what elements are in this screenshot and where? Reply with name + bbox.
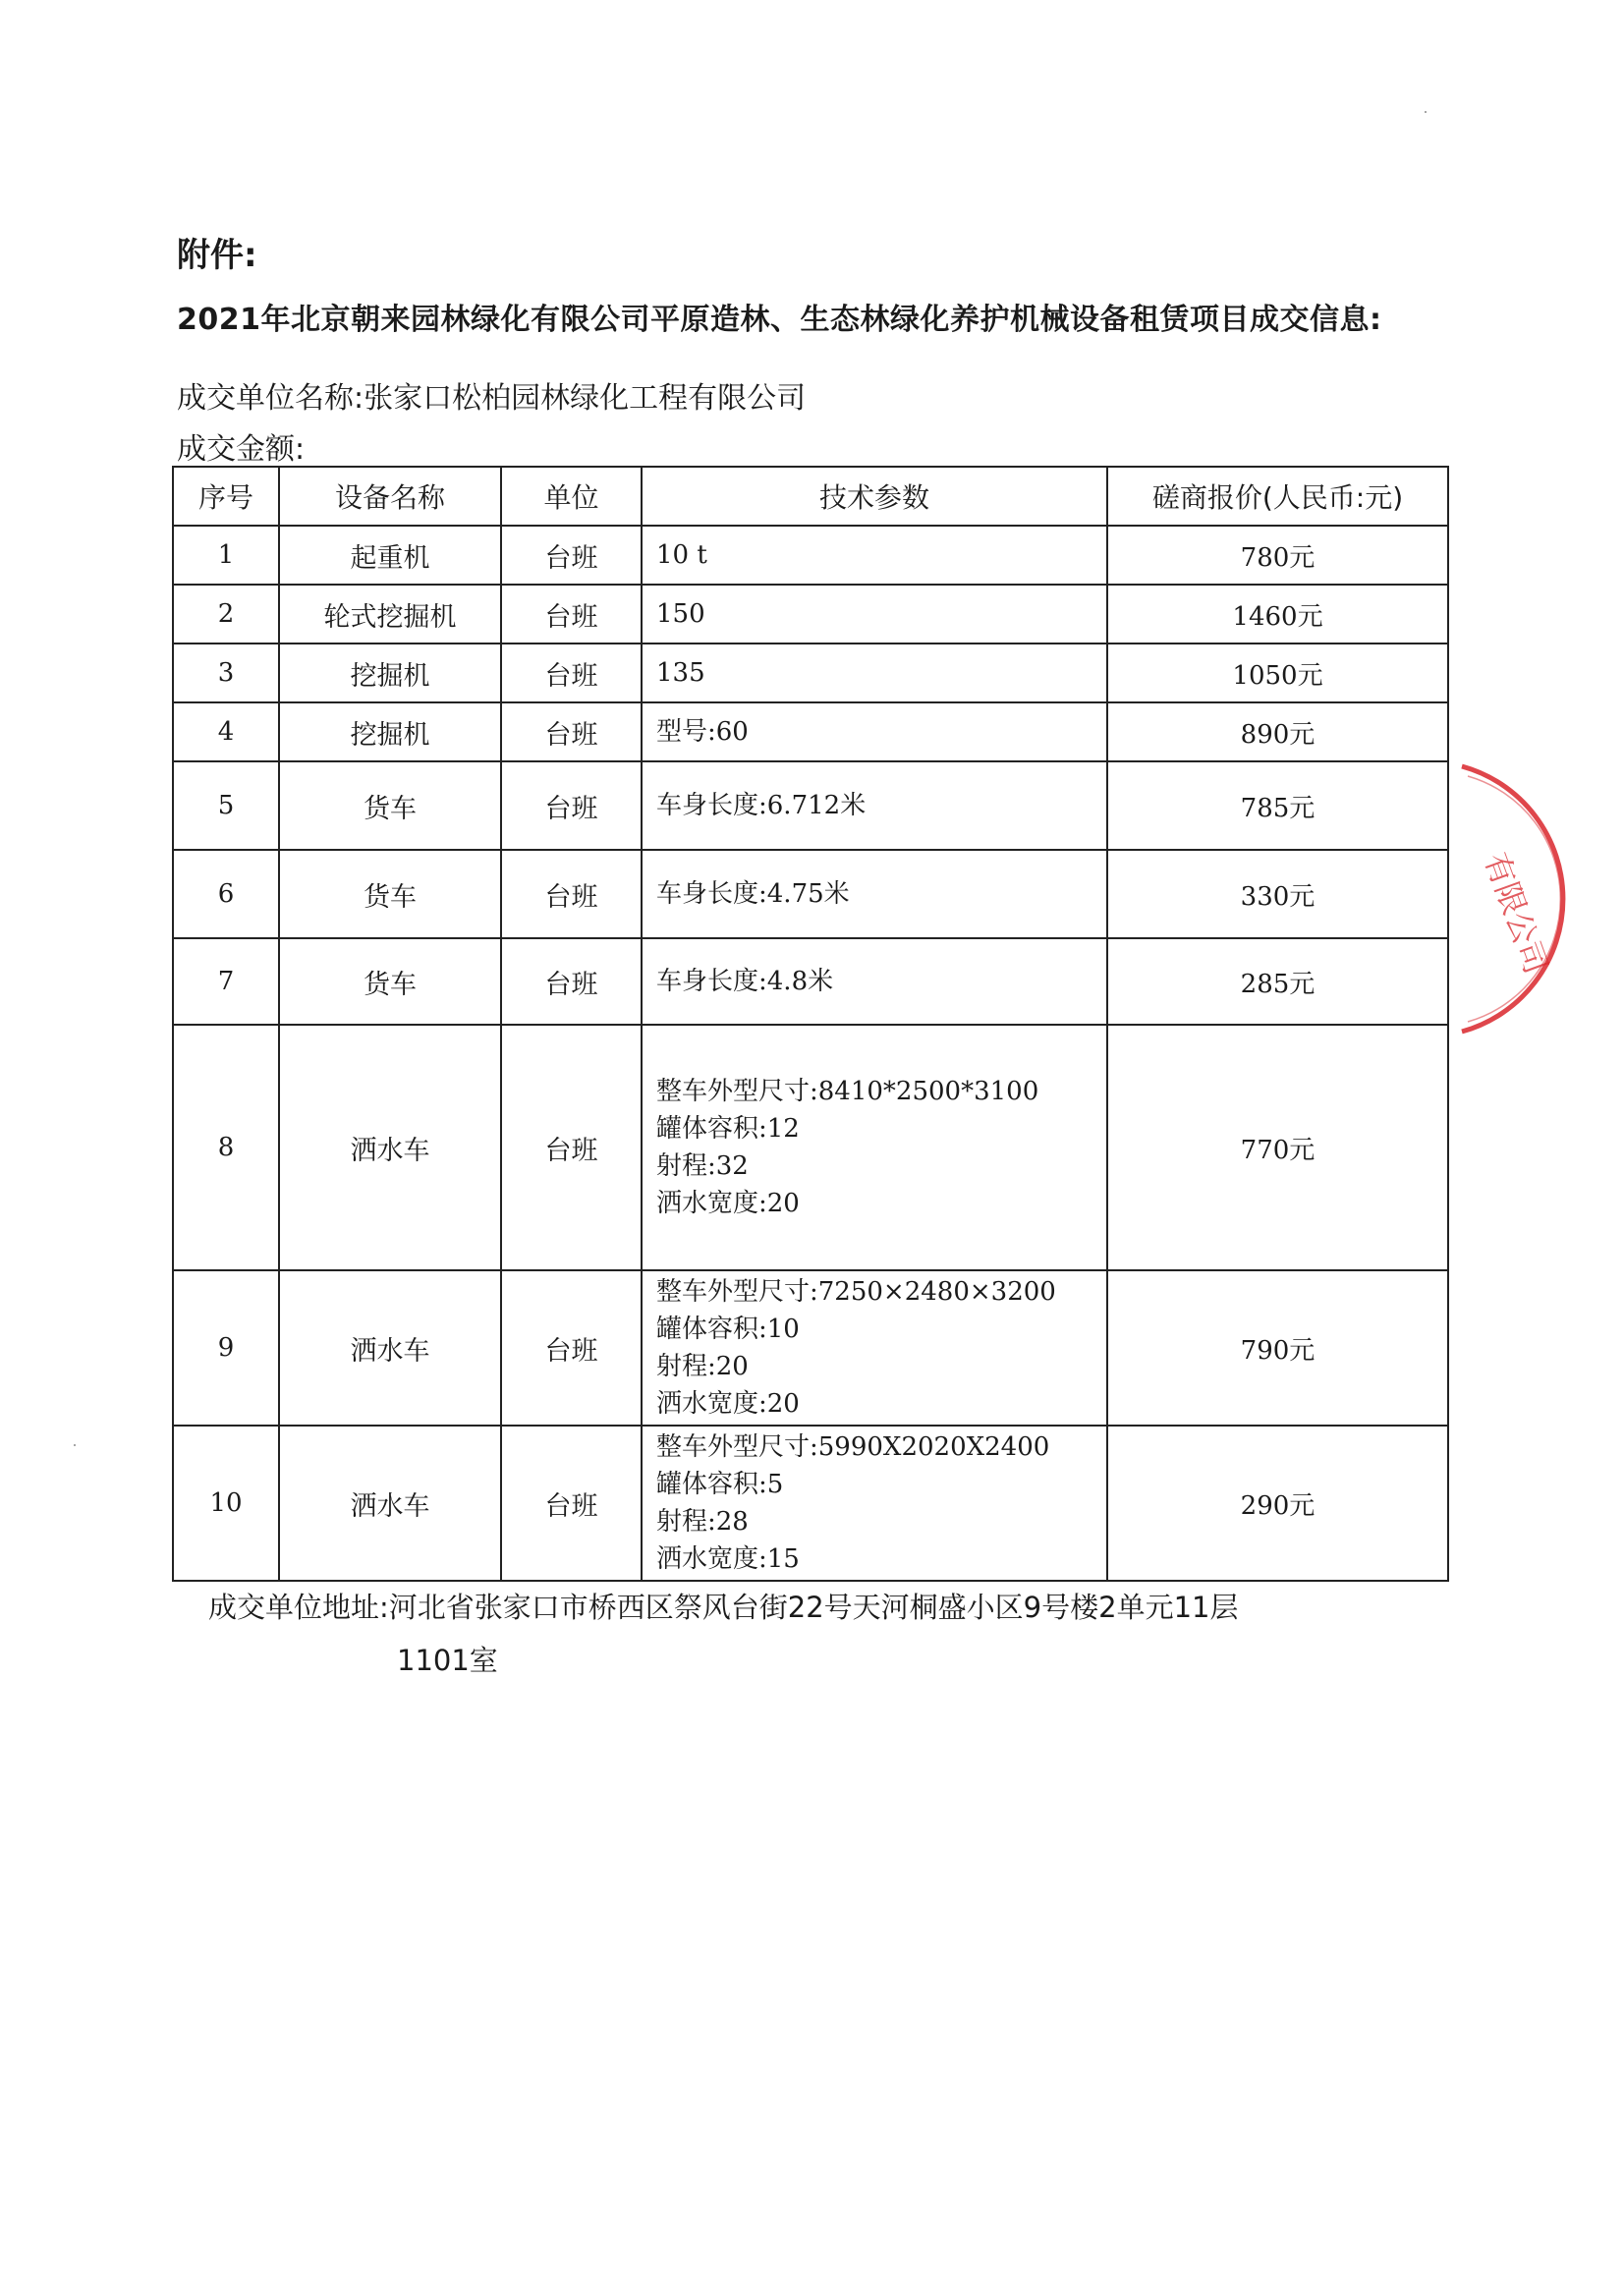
- table-row: [173, 644, 1448, 702]
- table-header-row: [173, 467, 1448, 526]
- row-equipment-name: 洒水车: [279, 1025, 501, 1270]
- attachment-label: 附件:: [177, 236, 257, 275]
- seal-text: 有限公司: [1477, 847, 1555, 980]
- row-equipment-name: 轮式挖掘机: [279, 585, 501, 644]
- company-seal-stamp: [1442, 756, 1599, 1041]
- spec-line: 罐体容积:10: [656, 1315, 800, 1344]
- row-technical-parameters: [642, 761, 1107, 850]
- scan-speck: [1425, 111, 1427, 113]
- row-price: 890元: [1107, 702, 1448, 761]
- spec-line: 洒水宽度:20: [656, 1389, 800, 1419]
- header-quoted-price: 磋商报价(人民币:元): [1107, 467, 1448, 526]
- table-row: [173, 585, 1448, 644]
- spec-line: 150: [656, 599, 705, 629]
- row-index: 3: [173, 644, 279, 702]
- equipment-rental-table: [172, 466, 1449, 1582]
- company-address: 成交单位地址:河北省张家口市桥西区祭风台街22号天河桐盛小区9号楼2单元11层: [208, 1591, 1239, 1624]
- spec-line: 洒水宽度:15: [656, 1544, 800, 1574]
- row-equipment-name: 挖掘机: [279, 644, 501, 702]
- row-index: 8: [173, 1025, 279, 1270]
- row-price: 770元: [1107, 1025, 1448, 1270]
- row-technical-parameters: [642, 1270, 1107, 1426]
- row-unit: 台班: [501, 761, 642, 850]
- row-price: 790元: [1107, 1270, 1448, 1426]
- row-unit: 台班: [501, 938, 642, 1025]
- row-price: 1460元: [1107, 585, 1448, 644]
- row-unit: 台班: [501, 585, 642, 644]
- row-index: 2: [173, 585, 279, 644]
- row-index: 1: [173, 526, 279, 585]
- row-unit: 台班: [501, 850, 642, 938]
- header-index: 序号: [173, 467, 279, 526]
- row-technical-parameters: [642, 702, 1107, 761]
- row-unit: 台班: [501, 702, 642, 761]
- spec-line: 射程:28: [656, 1507, 749, 1537]
- spec-line: 型号:60: [656, 717, 749, 747]
- row-index: 9: [173, 1270, 279, 1426]
- document-title: 2021年北京朝来园林绿化有限公司平原造林、生态林绿化养护机械设备租赁项目成交信息:: [177, 303, 1382, 337]
- row-technical-parameters: [642, 1025, 1107, 1270]
- spec-line: 车身长度:4.75米: [656, 879, 850, 909]
- table-body: [173, 526, 1448, 1581]
- row-price: 330元: [1107, 850, 1448, 938]
- row-unit: 台班: [501, 526, 642, 585]
- row-price: 780元: [1107, 526, 1448, 585]
- row-index: 4: [173, 702, 279, 761]
- table-row: [173, 1270, 1448, 1426]
- company-address-continued: 1101室: [397, 1644, 498, 1677]
- row-technical-parameters: [642, 585, 1107, 644]
- header-technical-parameters: 技术参数: [642, 467, 1107, 526]
- row-technical-parameters: [642, 644, 1107, 702]
- row-price: 1050元: [1107, 644, 1448, 702]
- row-equipment-name: 货车: [279, 850, 501, 938]
- row-technical-parameters: [642, 1426, 1107, 1581]
- row-equipment-name: 挖掘机: [279, 702, 501, 761]
- spec-line: 整车外型尺寸:5990X2020X2400: [656, 1432, 1050, 1462]
- table-row: [173, 850, 1448, 938]
- table-row: [173, 1025, 1448, 1270]
- spec-line: 整车外型尺寸:7250×2480×3200: [656, 1277, 1056, 1307]
- transaction-amount-label: 成交金额:: [177, 432, 306, 467]
- row-equipment-name: 洒水车: [279, 1426, 501, 1581]
- spec-line: 135: [656, 658, 705, 688]
- row-unit: 台班: [501, 1025, 642, 1270]
- row-index: 7: [173, 938, 279, 1025]
- spec-line: 10 t: [656, 540, 707, 570]
- row-technical-parameters: [642, 850, 1107, 938]
- row-index: 6: [173, 850, 279, 938]
- header-unit: 单位: [501, 467, 642, 526]
- table-row: [173, 938, 1448, 1025]
- spec-line: 射程:32: [656, 1151, 749, 1181]
- row-price: 285元: [1107, 938, 1448, 1025]
- row-equipment-name: 起重机: [279, 526, 501, 585]
- row-technical-parameters: [642, 938, 1107, 1025]
- row-index: 5: [173, 761, 279, 850]
- row-unit: 台班: [501, 1270, 642, 1426]
- table-row: [173, 526, 1448, 585]
- row-unit: 台班: [501, 644, 642, 702]
- spec-line: 车身长度:4.8米: [656, 967, 834, 996]
- header-equipment-name: 设备名称: [279, 467, 501, 526]
- row-equipment-name: 货车: [279, 938, 501, 1025]
- winning-company-line: 成交单位名称:张家口松柏园林绿化工程有限公司: [177, 381, 807, 416]
- table-row: [173, 702, 1448, 761]
- spec-line: 整车外型尺寸:8410*2500*3100: [656, 1077, 1039, 1106]
- row-unit: 台班: [501, 1426, 642, 1581]
- row-index: 10: [173, 1426, 279, 1581]
- row-price: 290元: [1107, 1426, 1448, 1581]
- spec-line: 射程:20: [656, 1352, 749, 1381]
- spec-line: 罐体容积:5: [656, 1470, 784, 1499]
- spec-line: 罐体容积:12: [656, 1114, 800, 1144]
- row-price: 785元: [1107, 761, 1448, 850]
- table-row: [173, 761, 1448, 850]
- row-equipment-name: 货车: [279, 761, 501, 850]
- table-row: [173, 1426, 1448, 1581]
- spec-line: 车身长度:6.712米: [656, 791, 867, 820]
- scan-speck: [74, 1444, 76, 1446]
- row-equipment-name: 洒水车: [279, 1270, 501, 1426]
- row-technical-parameters: [642, 526, 1107, 585]
- spec-line: 洒水宽度:20: [656, 1189, 800, 1218]
